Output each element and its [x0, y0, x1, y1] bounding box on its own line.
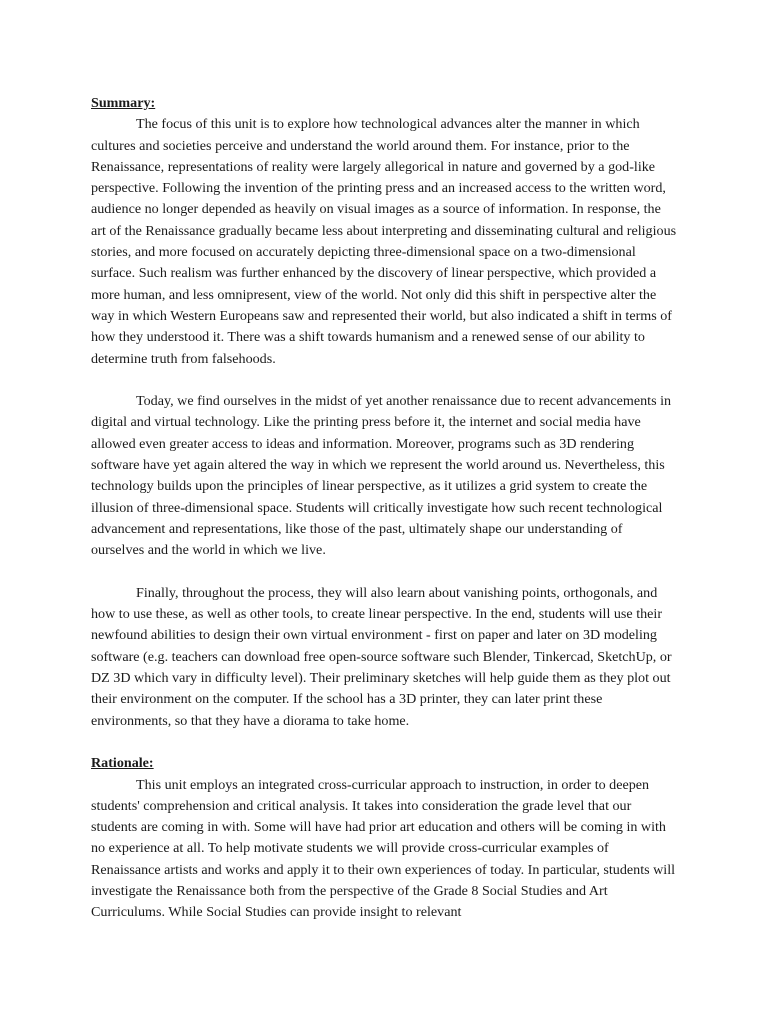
summary-paragraph-1: The focus of this unit is to explore how technological advances alter the manner in which cultures and societies perceive and understand the world around them. For instance, prior to the Renaissance, representations of reality were largely allegorical in nature and governed by a god-like perspective. Following the invention of the printing press and an increased access to the written word, audience no longer depended as heavily on visual images as a source of information. In response, the art of the Renaissance gradually became less about interpreting and disseminating cultural and religious stories, and more focused on accurately depicting three-dimensional space on a two-dimensional surface. Such realism was further enhanced by the discovery of linear perspective, which provided a more human, and less omnipresent, view of the world. Not only did this shift in perspective alter the way in which Western Europeans saw and represented their world, but also indicated a shift in terms of how they understood it. There was a shift towards humanism and a renewed sense of our ability to determine truth from falsehoods. [91, 116, 677, 367]
summary-paragraph-2: Today, we find ourselves in the midst of yet another renaissance due to recent advancements in digital and virtual technology. Like the printing press before it, the internet and social media have allowed even greater access to ideas and information. Moreover, programs such as 3D rendering software have yet again altered the way in which we represent the world around us. Nevertheless, this technology builds upon the principles of linear perspective, as it utilizes a grid system to create the illusion of three-dimensional space. Students will critically investigate how such recent technological advancement and representations, like those of the past, ultimately shape our understanding of ourselves and the world in which we live. [91, 393, 672, 559]
summary-paragraph-3: Finally, throughout the process, they will also learn about vanishing points, orthogonals, and how to use these, as well as other tools, to create linear perspective. In the end, students will use their newfound abilities to design their own virtual environment - first on paper and later on 3D modeling software (e.g. teachers can download free open-source software such Blender, Tinkercad, SketchUp, or DZ 3D which vary in difficulty level). Their preliminary sketches will help guide them as they plot out their environment on the computer. If the school has a 3D printer, they can later print these environments, so that they have a diorama to take home. [91, 584, 672, 729]
rationale-heading: Rationale: [91, 755, 154, 772]
paragraph-spacer [91, 732, 677, 753]
summary-heading: Summary: [91, 95, 156, 111]
document-body [91, 93, 677, 924]
rationale-paragraph: This unit employs an integrated cross-curricular approach to instruction, in order to deepen students' comprehension and critical analysis. It takes into consideration the grade level that our students are coming in with. Some will have had prior art education and others will be coming in with no experience at all. To help motivate students we will provide cross-curricular examples of Renaissance artists and works and apply it to their own experiences of today. In particular, students will investigate the Renaissance both from the perspective of the Grade 8 Social Studies and Art Curriculums. While Social Studies can provide insight to relevant [91, 776, 676, 921]
paragraph-spacer [91, 370, 677, 391]
paragraph-spacer [91, 562, 677, 583]
